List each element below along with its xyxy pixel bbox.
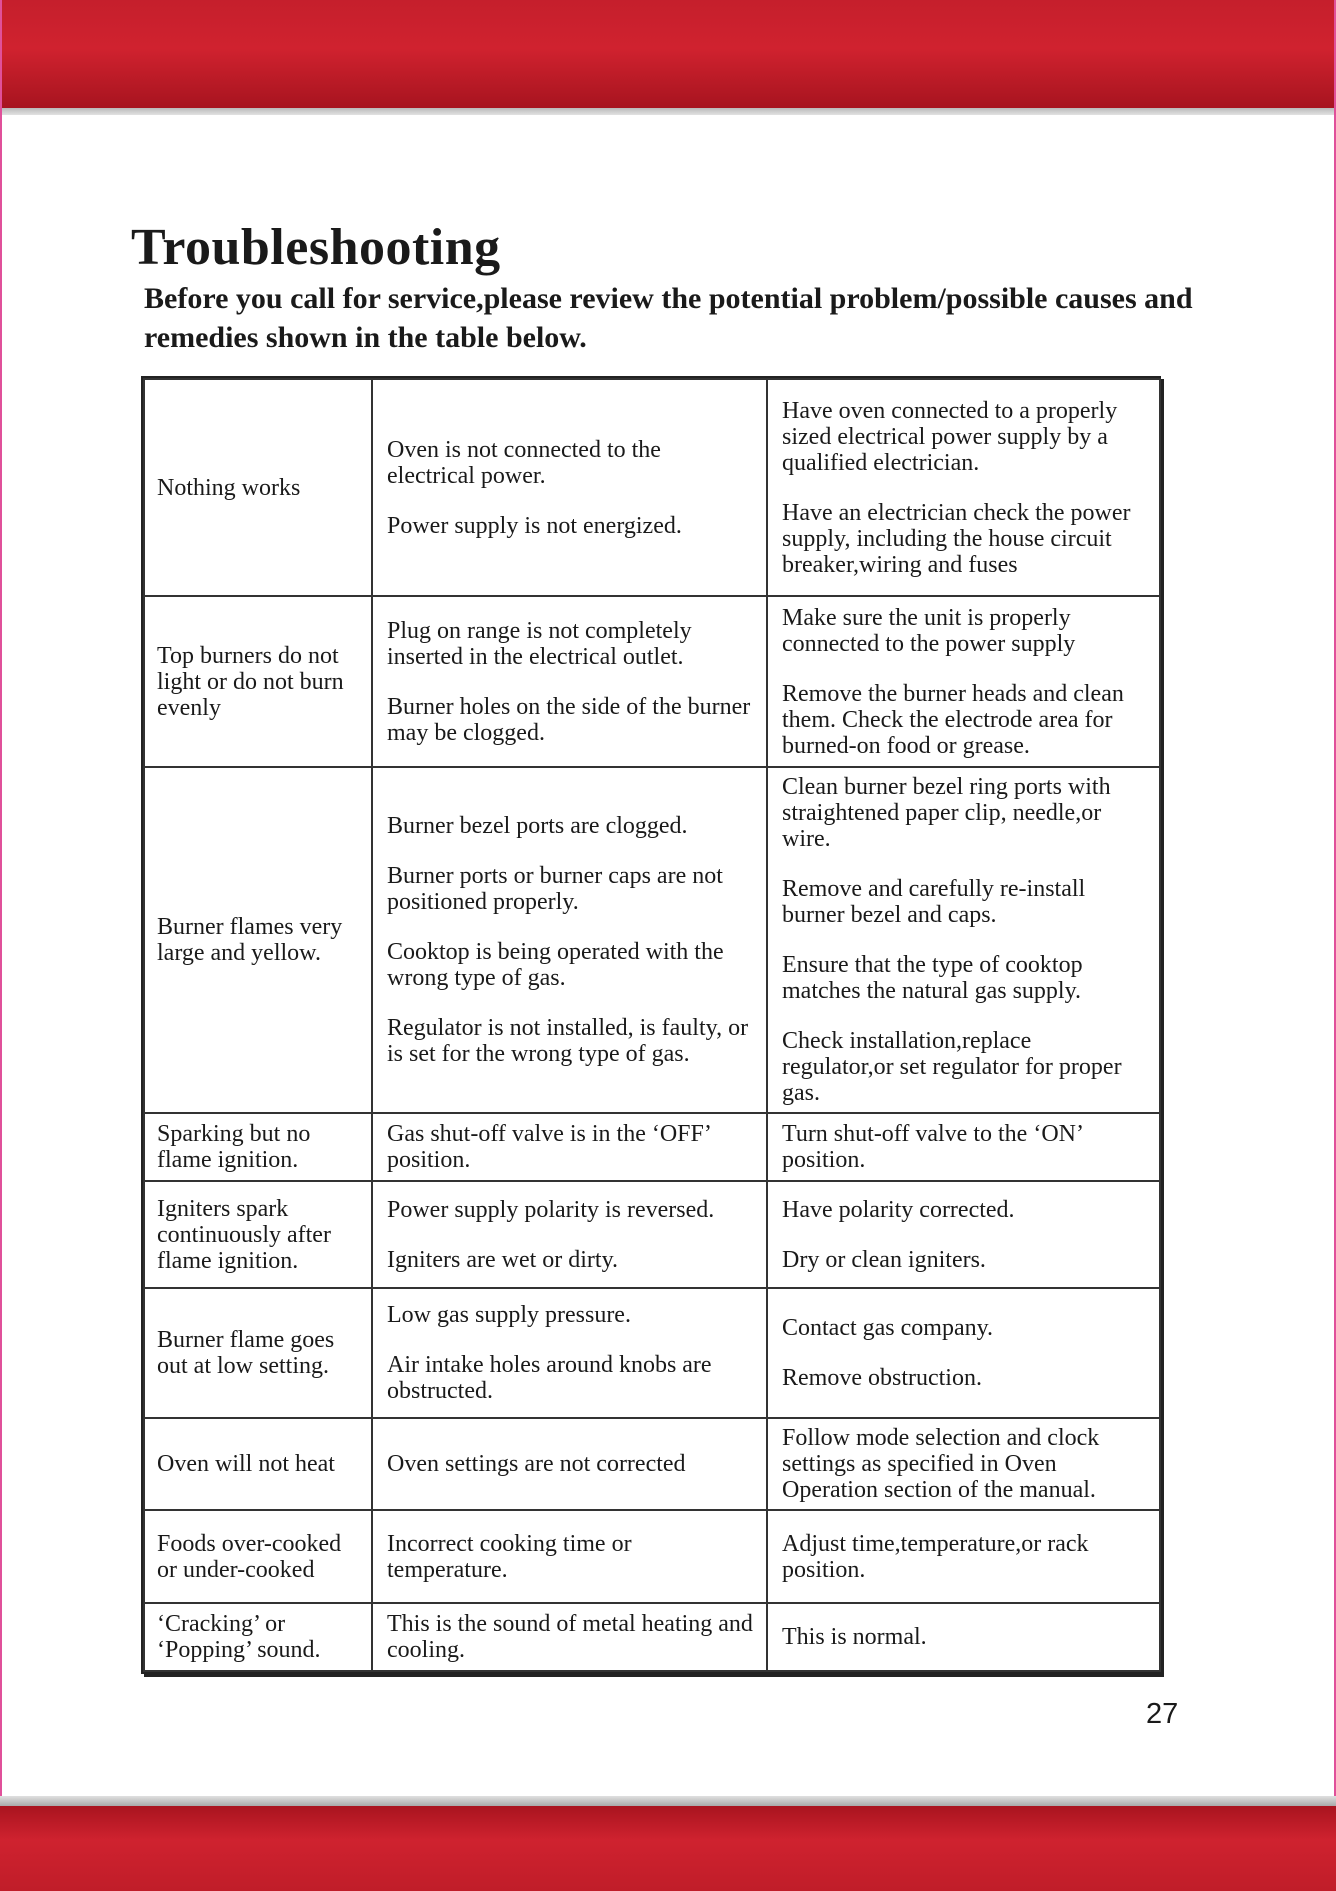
remedy-cell — [767, 1603, 1160, 1671]
remedy-cell — [767, 379, 1160, 596]
remedy-text: This is normal. — [782, 1624, 927, 1650]
cause-text: Incorrect cooking time or temperature. — [387, 1530, 632, 1583]
cause-text: Igniters are wet or dirty. — [387, 1246, 619, 1273]
remedy-text: Have polarity corrected. — [782, 1196, 1015, 1223]
problem-text: ‘Cracking’ or ‘Popping’ sound. — [157, 1611, 321, 1663]
table-row — [144, 596, 1160, 767]
problem-text: Sparking but no flame ignition. — [157, 1121, 311, 1173]
cause-text: Low gas supply pressure. — [387, 1302, 631, 1328]
troubleshooting-table — [143, 378, 1161, 1672]
cause-cell — [372, 767, 767, 1113]
remedy-cell — [767, 1113, 1160, 1181]
troubleshooting-table-frame — [141, 376, 1161, 1674]
cause-cell — [372, 1603, 767, 1671]
remedy-text: Follow mode selection and clock settings as specified in Oven Operation section of the manual. — [782, 1425, 1100, 1503]
problem-cell — [144, 1181, 372, 1288]
remedy-text: Have an electrician check the power supply, including the house circuit breaker,wiring and fuses — [782, 499, 1131, 578]
problem-text: Igniters spark continuously after flame ignition. — [157, 1195, 331, 1274]
page-number: 27 — [1146, 1698, 1179, 1730]
cause-text: Oven is not connected to the electrical power. — [387, 436, 661, 489]
problem-text: Burner flame goes out at low setting. — [157, 1327, 335, 1379]
table-row — [144, 1603, 1160, 1671]
remedy-cell — [767, 1510, 1160, 1603]
problem-cell — [144, 1288, 372, 1418]
cause-cell — [372, 379, 767, 596]
problem-cell — [144, 1603, 372, 1671]
problem-text: Nothing works — [157, 474, 301, 501]
cause-text: Power supply polarity is reversed. — [387, 1196, 715, 1223]
cause-text: Burner ports or burner caps are not positioned properly. — [387, 863, 723, 915]
cause-cell — [372, 596, 767, 767]
remedy-text: Contact gas company. — [782, 1315, 994, 1341]
problem-cell — [144, 1418, 372, 1510]
cause-cell — [372, 1181, 767, 1288]
problem-cell — [144, 767, 372, 1113]
remedy-cell — [767, 1288, 1160, 1418]
problem-cell — [144, 1510, 372, 1603]
cause-cell — [372, 1510, 767, 1603]
table-row — [144, 1181, 1160, 1288]
intro-text: Before you call for service,please review the potential problem/possible causes and remedies shown in the table below. — [144, 282, 1193, 354]
footer-band — [0, 1806, 1336, 1891]
cause-text: This is the sound of metal heating and cooling. — [387, 1611, 753, 1663]
remedy-text: Remove the burner heads and clean them. Check the electrode area for burned-on food or grease. — [782, 680, 1124, 759]
page-title: Troubleshooting — [131, 219, 501, 276]
cause-text: Air intake holes around knobs are obstructed. — [387, 1352, 712, 1404]
remedy-text: Remove obstruction. — [782, 1365, 982, 1391]
cause-cell — [372, 1288, 767, 1418]
remedy-text: Make sure the unit is properly connected to the power supply — [782, 604, 1076, 657]
header-band — [0, 0, 1336, 108]
cause-text: Oven settings are not corrected — [387, 1451, 686, 1477]
remedy-text: Have oven connected to a properly sized electrical power supply by a qualified electrician. — [782, 397, 1118, 476]
table-row — [144, 1418, 1160, 1510]
remedy-cell — [767, 1181, 1160, 1288]
remedy-text: Turn shut-off valve to the ‘ON’ position. — [782, 1121, 1083, 1173]
problem-cell — [144, 379, 372, 596]
cause-text: Cooktop is being operated with the wrong type of gas. — [387, 939, 724, 991]
problem-text: Foods over-cooked or under-cooked — [157, 1530, 342, 1583]
table-row — [144, 767, 1160, 1113]
page-edge-left — [0, 0, 2, 1891]
remedy-cell — [767, 1418, 1160, 1510]
cause-cell — [372, 1113, 767, 1181]
remedy-cell — [767, 596, 1160, 767]
table-row — [144, 1113, 1160, 1181]
cause-text: Power supply is not energized. — [387, 512, 682, 539]
cause-text: Gas shut-off valve is in the ‘OFF’ position. — [387, 1121, 711, 1173]
table-row — [144, 1288, 1160, 1418]
problem-text: Burner flames very large and yellow. — [157, 914, 343, 966]
header-rule — [0, 108, 1336, 115]
remedy-text: Ensure that the type of cooktop matches the natural gas supply. — [782, 952, 1083, 1004]
cause-text: Burner bezel ports are clogged. — [387, 813, 688, 839]
remedy-text: Remove and carefully re-install burner bezel and caps. — [782, 876, 1086, 928]
remedy-text: Adjust time,temperature,or rack position. — [782, 1530, 1089, 1583]
table-row — [144, 379, 1160, 596]
cause-text: Plug on range is not completely inserted in the electrical outlet. — [387, 617, 692, 670]
problem-text: Oven will not heat — [157, 1451, 335, 1477]
footer-rule — [0, 1796, 1336, 1806]
remedy-text: Dry or clean igniters. — [782, 1246, 986, 1273]
remedy-cell — [767, 767, 1160, 1113]
problem-cell — [144, 1113, 372, 1181]
problem-cell — [144, 596, 372, 767]
cause-cell — [372, 1418, 767, 1510]
table-row — [144, 1510, 1160, 1603]
remedy-text: Check installation,replace regulator,or set regulator for proper gas. — [782, 1028, 1122, 1106]
table-body — [144, 379, 1160, 1671]
cause-text: Regulator is not installed, is faulty, or is set for the wrong type of gas. — [387, 1015, 749, 1067]
remedy-text: Clean burner bezel ring ports with straightened paper clip, needle,or wire. — [782, 774, 1111, 852]
cause-text: Burner holes on the side of the burner may be clogged. — [387, 693, 751, 746]
problem-text: Top burners do not light or do not burn evenly — [157, 642, 344, 721]
